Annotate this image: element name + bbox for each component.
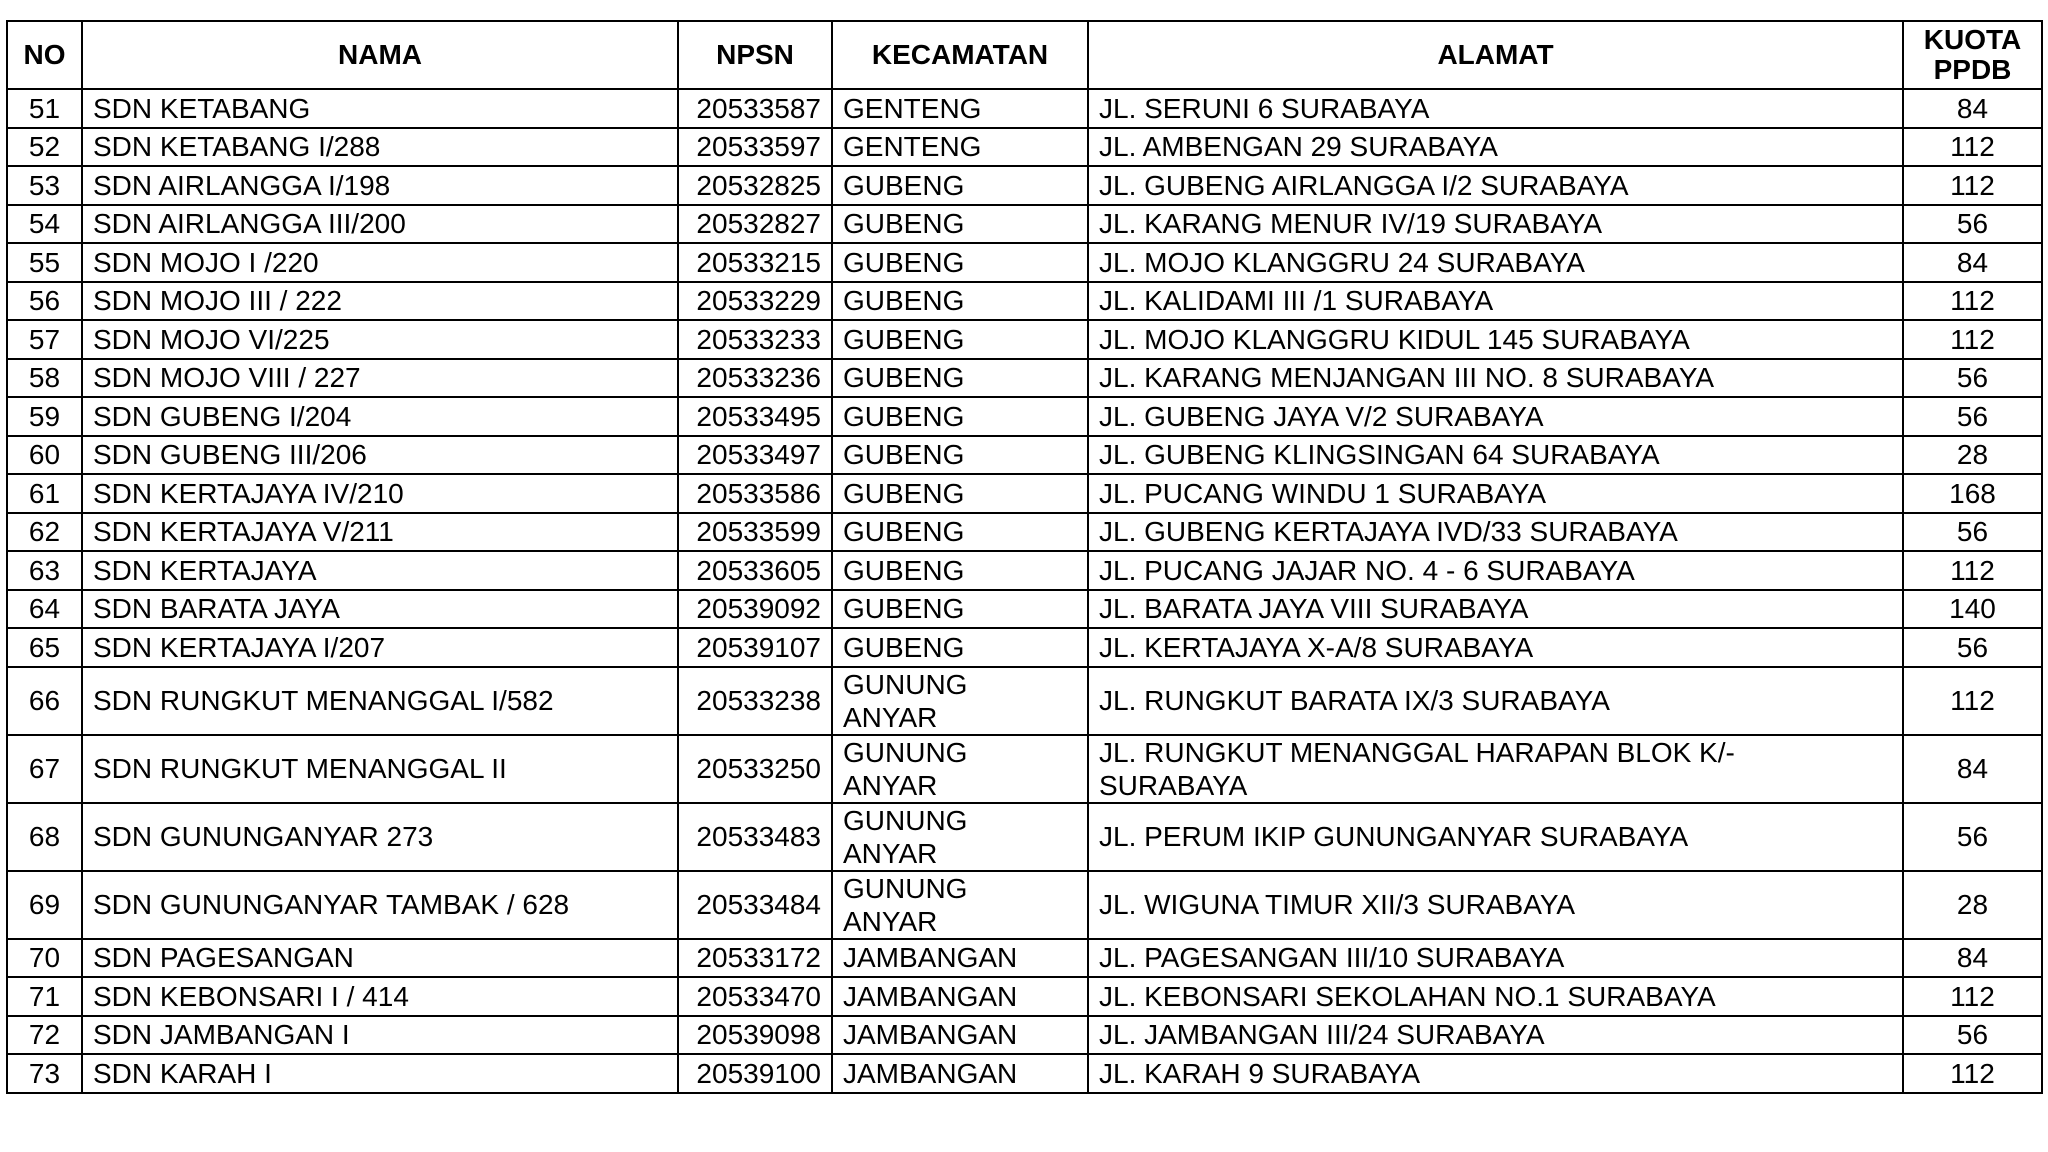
cell-kecamatan <box>832 359 1088 398</box>
cell-kecamatan-line: GUBENG <box>843 169 965 201</box>
cell-alamat <box>1088 513 1903 552</box>
cell-nama: SDN GUBENG III/206 <box>82 436 678 475</box>
cell-kecamatan-line: GUNUNG <box>843 736 968 768</box>
cell-kuota: 112 <box>1903 1054 2042 1093</box>
header-nama: NAMA <box>82 21 678 89</box>
cell-no: 64 <box>7 590 82 629</box>
cell-kecamatan-line: ANYAR <box>843 769 938 801</box>
cell-npsn: 20533483 <box>678 803 832 871</box>
header-npsn: NPSN <box>678 21 832 89</box>
cell-kecamatan-line: GENTENG <box>843 92 982 124</box>
cell-alamat <box>1088 735 1903 803</box>
cell-no: 62 <box>7 513 82 552</box>
header-kuota-ppdb <box>1903 21 2042 89</box>
cell-alamat-line: JL. KARAH 9 SURABAYA <box>1099 1057 1421 1089</box>
cell-npsn: 20533238 <box>678 667 832 735</box>
header-no: NO <box>7 21 82 89</box>
cell-kecamatan <box>832 166 1088 205</box>
cell-npsn: 20539092 <box>678 590 832 629</box>
cell-kecamatan <box>832 803 1088 871</box>
cell-alamat-line: JL. GUBENG KLINGSINGAN 64 SURABAYA <box>1099 439 1660 471</box>
cell-nama: SDN KERTAJAYA V/211 <box>82 513 678 552</box>
table-row <box>7 205 2042 244</box>
cell-no: 66 <box>7 667 82 735</box>
cell-kecamatan <box>832 871 1088 939</box>
cell-no: 63 <box>7 551 82 590</box>
cell-alamat <box>1088 1054 1903 1093</box>
cell-nama: SDN KERTAJAYA <box>82 551 678 590</box>
cell-alamat <box>1088 977 1903 1016</box>
cell-kuota: 56 <box>1903 1016 2042 1055</box>
cell-npsn: 20532827 <box>678 205 832 244</box>
table-row <box>7 513 2042 552</box>
cell-alamat-line: JL. AMBENGAN 29 SURABAYA <box>1099 131 1498 163</box>
cell-alamat <box>1088 803 1903 871</box>
cell-kuota: 84 <box>1903 89 2042 128</box>
cell-alamat-line: JL. KALIDAMI III /1 SURABAYA <box>1099 285 1494 317</box>
cell-kecamatan-line: GUBENG <box>843 439 965 471</box>
cell-kecamatan-line: GUBENG <box>843 477 965 509</box>
cell-alamat <box>1088 166 1903 205</box>
table-row <box>7 590 2042 629</box>
cell-alamat <box>1088 474 1903 513</box>
cell-npsn: 20539107 <box>678 628 832 667</box>
cell-kecamatan <box>832 205 1088 244</box>
cell-kecamatan-line: JAMBANGAN <box>843 980 1018 1012</box>
cell-alamat-line: JL. KARANG MENJANGAN III NO. 8 SURABAYA <box>1099 362 1715 394</box>
cell-alamat-line: JL. RUNGKUT BARATA IX/3 SURABAYA <box>1099 685 1610 716</box>
cell-nama: SDN AIRLANGGA I/198 <box>82 166 678 205</box>
table-row <box>7 977 2042 1016</box>
cell-alamat <box>1088 128 1903 167</box>
cell-kecamatan-line: GUBENG <box>843 516 965 548</box>
cell-kecamatan <box>832 243 1088 282</box>
cell-no: 70 <box>7 939 82 978</box>
cell-alamat-line: SURABAYA <box>1099 769 1248 801</box>
cell-kecamatan-line: JAMBANGAN <box>843 1057 1018 1089</box>
cell-no: 68 <box>7 803 82 871</box>
cell-alamat-line: JL. GUBENG JAYA V/2 SURABAYA <box>1099 400 1544 432</box>
cell-no: 51 <box>7 89 82 128</box>
cell-alamat <box>1088 436 1903 475</box>
cell-no: 56 <box>7 282 82 321</box>
table-row <box>7 667 2042 735</box>
cell-no: 58 <box>7 359 82 398</box>
cell-kecamatan-line: ANYAR <box>843 701 938 733</box>
cell-npsn: 20533215 <box>678 243 832 282</box>
cell-kuota: 28 <box>1903 436 2042 475</box>
cell-nama: SDN RUNGKUT MENANGGAL I/582 <box>82 667 678 735</box>
cell-kecamatan-line: GUBENG <box>843 400 965 432</box>
cell-kuota: 56 <box>1903 397 2042 436</box>
cell-kecamatan <box>832 1054 1088 1093</box>
table-row <box>7 551 2042 590</box>
cell-kecamatan-line: GUBENG <box>843 285 965 317</box>
cell-kecamatan-line: GUBENG <box>843 208 965 240</box>
cell-npsn: 20533597 <box>678 128 832 167</box>
cell-no: 69 <box>7 871 82 939</box>
cell-nama: SDN GUNUNGANYAR 273 <box>82 803 678 871</box>
cell-kecamatan-line: GUNUNG <box>843 668 968 700</box>
cell-npsn: 20533470 <box>678 977 832 1016</box>
cell-no: 52 <box>7 128 82 167</box>
cell-kecamatan <box>832 667 1088 735</box>
cell-alamat <box>1088 667 1903 735</box>
cell-kuota: 56 <box>1903 513 2042 552</box>
cell-nama: SDN GUNUNGANYAR TAMBAK / 628 <box>82 871 678 939</box>
cell-nama: SDN KERTAJAYA IV/210 <box>82 474 678 513</box>
cell-alamat <box>1088 628 1903 667</box>
table-row <box>7 871 2042 939</box>
cell-kuota: 140 <box>1903 590 2042 629</box>
cell-nama: SDN KETABANG I/288 <box>82 128 678 167</box>
cell-nama: SDN RUNGKUT MENANGGAL II <box>82 735 678 803</box>
cell-nama: SDN KEBONSARI I / 414 <box>82 977 678 1016</box>
cell-nama: SDN MOJO I /220 <box>82 243 678 282</box>
table-header-row <box>7 21 2042 89</box>
cell-nama: SDN KETABANG <box>82 89 678 128</box>
cell-kecamatan-line: GUBENG <box>843 323 965 355</box>
cell-alamat <box>1088 590 1903 629</box>
cell-nama: SDN KERTAJAYA I/207 <box>82 628 678 667</box>
cell-kecamatan <box>832 551 1088 590</box>
cell-kecamatan-line: GUBENG <box>843 362 965 394</box>
cell-alamat <box>1088 89 1903 128</box>
cell-nama: SDN MOJO VI/225 <box>82 320 678 359</box>
cell-kecamatan-line: ANYAR <box>843 837 938 869</box>
cell-kuota: 84 <box>1903 939 2042 978</box>
cell-kuota: 56 <box>1903 803 2042 871</box>
cell-alamat-line: JL. MOJO KLANGGRU 24 SURABAYA <box>1099 246 1585 278</box>
table-row <box>7 359 2042 398</box>
cell-alamat-line: JL. KEBONSARI SEKOLAHAN NO.1 SURABAYA <box>1099 980 1716 1012</box>
cell-npsn: 20533605 <box>678 551 832 590</box>
cell-alamat-line: JL. PERUM IKIP GUNUNGANYAR SURABAYA <box>1099 821 1689 852</box>
cell-kuota: 28 <box>1903 871 2042 939</box>
cell-kuota: 112 <box>1903 667 2042 735</box>
cell-no: 65 <box>7 628 82 667</box>
cell-kecamatan-line: GENTENG <box>843 131 982 163</box>
cell-nama: SDN MOJO VIII / 227 <box>82 359 678 398</box>
cell-alamat-line: JL. PUCANG WINDU 1 SURABAYA <box>1099 477 1547 509</box>
cell-alamat-line: JL. WIGUNA TIMUR XII/3 SURABAYA <box>1099 889 1576 920</box>
cell-alamat <box>1088 359 1903 398</box>
table-body <box>7 89 2042 1093</box>
cell-kecamatan <box>832 628 1088 667</box>
cell-npsn: 20533586 <box>678 474 832 513</box>
cell-kuota: 84 <box>1903 735 2042 803</box>
table-row <box>7 735 2042 803</box>
table-row <box>7 89 2042 128</box>
cell-no: 59 <box>7 397 82 436</box>
cell-no: 67 <box>7 735 82 803</box>
cell-alamat <box>1088 243 1903 282</box>
cell-no: 71 <box>7 977 82 1016</box>
cell-npsn: 20533250 <box>678 735 832 803</box>
cell-npsn: 20533497 <box>678 436 832 475</box>
cell-alamat <box>1088 205 1903 244</box>
cell-alamat-line: JL. SERUNI 6 SURABAYA <box>1099 92 1430 124</box>
cell-nama: SDN KARAH I <box>82 1054 678 1093</box>
cell-alamat-line: JL. PAGESANGAN III/10 SURABAYA <box>1099 942 1565 974</box>
cell-kecamatan-line: GUBENG <box>843 554 965 586</box>
school-quota-table <box>6 20 2043 1094</box>
cell-no: 73 <box>7 1054 82 1093</box>
cell-alamat-line: JL. GUBENG AIRLANGGA I/2 SURABAYA <box>1099 169 1629 201</box>
cell-npsn: 20533229 <box>678 282 832 321</box>
cell-kecamatan-line: GUNUNG <box>843 804 968 836</box>
table-row <box>7 628 2042 667</box>
table-row <box>7 397 2042 436</box>
document-sheet <box>6 20 2043 1094</box>
cell-alamat <box>1088 939 1903 978</box>
cell-alamat <box>1088 1016 1903 1055</box>
cell-nama: SDN PAGESANGAN <box>82 939 678 978</box>
cell-kuota: 112 <box>1903 977 2042 1016</box>
cell-kuota: 84 <box>1903 243 2042 282</box>
cell-kecamatan <box>832 735 1088 803</box>
cell-kecamatan <box>832 436 1088 475</box>
cell-kecamatan <box>832 1016 1088 1055</box>
cell-alamat-line: JL. KERTAJAYA X-A/8 SURABAYA <box>1099 631 1534 663</box>
cell-kuota: 56 <box>1903 205 2042 244</box>
header-kuota-line2: PPDB <box>1933 54 2012 85</box>
cell-no: 53 <box>7 166 82 205</box>
cell-npsn: 20533587 <box>678 89 832 128</box>
cell-nama: SDN MOJO III / 222 <box>82 282 678 321</box>
cell-kecamatan <box>832 939 1088 978</box>
cell-kuota: 112 <box>1903 166 2042 205</box>
cell-alamat-line: JL. JAMBANGAN III/24 SURABAYA <box>1099 1019 1545 1051</box>
table-row <box>7 436 2042 475</box>
cell-alamat-line: JL. PUCANG JAJAR NO. 4 - 6 SURABAYA <box>1099 554 1635 586</box>
cell-kecamatan <box>832 397 1088 436</box>
cell-nama: SDN JAMBANGAN I <box>82 1016 678 1055</box>
cell-kecamatan-line: JAMBANGAN <box>843 1019 1018 1051</box>
cell-kuota: 112 <box>1903 551 2042 590</box>
cell-alamat <box>1088 551 1903 590</box>
cell-nama: SDN GUBENG I/204 <box>82 397 678 436</box>
cell-kuota: 56 <box>1903 628 2042 667</box>
cell-kecamatan-line: GUNUNG <box>843 872 968 904</box>
cell-kecamatan <box>832 474 1088 513</box>
header-alamat: ALAMAT <box>1088 21 1903 89</box>
cell-no: 60 <box>7 436 82 475</box>
cell-kecamatan-line: GUBENG <box>843 631 965 663</box>
cell-npsn: 20532825 <box>678 166 832 205</box>
cell-npsn: 20533495 <box>678 397 832 436</box>
cell-alamat <box>1088 320 1903 359</box>
cell-alamat <box>1088 871 1903 939</box>
cell-no: 54 <box>7 205 82 244</box>
cell-npsn: 20539098 <box>678 1016 832 1055</box>
cell-kecamatan <box>832 282 1088 321</box>
cell-kuota: 112 <box>1903 320 2042 359</box>
cell-kuota: 112 <box>1903 128 2042 167</box>
cell-alamat-line: JL. BARATA JAYA VIII SURABAYA <box>1099 593 1529 625</box>
cell-no: 57 <box>7 320 82 359</box>
table-row <box>7 1016 2042 1055</box>
table-row <box>7 1054 2042 1093</box>
table-row <box>7 320 2042 359</box>
cell-npsn: 20533484 <box>678 871 832 939</box>
cell-npsn: 20533233 <box>678 320 832 359</box>
cell-nama: SDN BARATA JAYA <box>82 590 678 629</box>
cell-kecamatan <box>832 89 1088 128</box>
cell-alamat <box>1088 282 1903 321</box>
cell-kecamatan <box>832 977 1088 1016</box>
cell-kecamatan <box>832 320 1088 359</box>
cell-kuota: 112 <box>1903 282 2042 321</box>
table-row <box>7 803 2042 871</box>
cell-alamat-line: JL. RUNGKUT MENANGGAL HARAPAN BLOK K/- <box>1099 736 1735 768</box>
cell-kuota: 56 <box>1903 359 2042 398</box>
cell-npsn: 20533599 <box>678 513 832 552</box>
cell-kecamatan <box>832 590 1088 629</box>
table-row <box>7 243 2042 282</box>
header-kecamatan: KECAMATAN <box>832 21 1088 89</box>
table-row <box>7 939 2042 978</box>
table-row <box>7 282 2042 321</box>
cell-alamat <box>1088 397 1903 436</box>
table-row <box>7 166 2042 205</box>
cell-alamat-line: JL. GUBENG KERTAJAYA IVD/33 SURABAYA <box>1099 516 1678 548</box>
cell-kecamatan-line: JAMBANGAN <box>843 942 1018 974</box>
cell-kecamatan <box>832 513 1088 552</box>
cell-npsn: 20539100 <box>678 1054 832 1093</box>
cell-no: 72 <box>7 1016 82 1055</box>
cell-npsn: 20533236 <box>678 359 832 398</box>
cell-alamat-line: JL. MOJO KLANGGRU KIDUL 145 SURABAYA <box>1099 323 1690 355</box>
cell-kecamatan-line: ANYAR <box>843 905 938 937</box>
cell-kuota: 168 <box>1903 474 2042 513</box>
cell-no: 61 <box>7 474 82 513</box>
cell-kecamatan-line: GUBENG <box>843 246 965 278</box>
table-row <box>7 474 2042 513</box>
cell-npsn: 20533172 <box>678 939 832 978</box>
cell-no: 55 <box>7 243 82 282</box>
cell-nama: SDN AIRLANGGA III/200 <box>82 205 678 244</box>
cell-kecamatan <box>832 128 1088 167</box>
table-row <box>7 128 2042 167</box>
header-kuota-line1: KUOTA <box>1923 24 2022 55</box>
cell-kecamatan-line: GUBENG <box>843 593 965 625</box>
cell-alamat-line: JL. KARANG MENUR IV/19 SURABAYA <box>1099 208 1603 240</box>
